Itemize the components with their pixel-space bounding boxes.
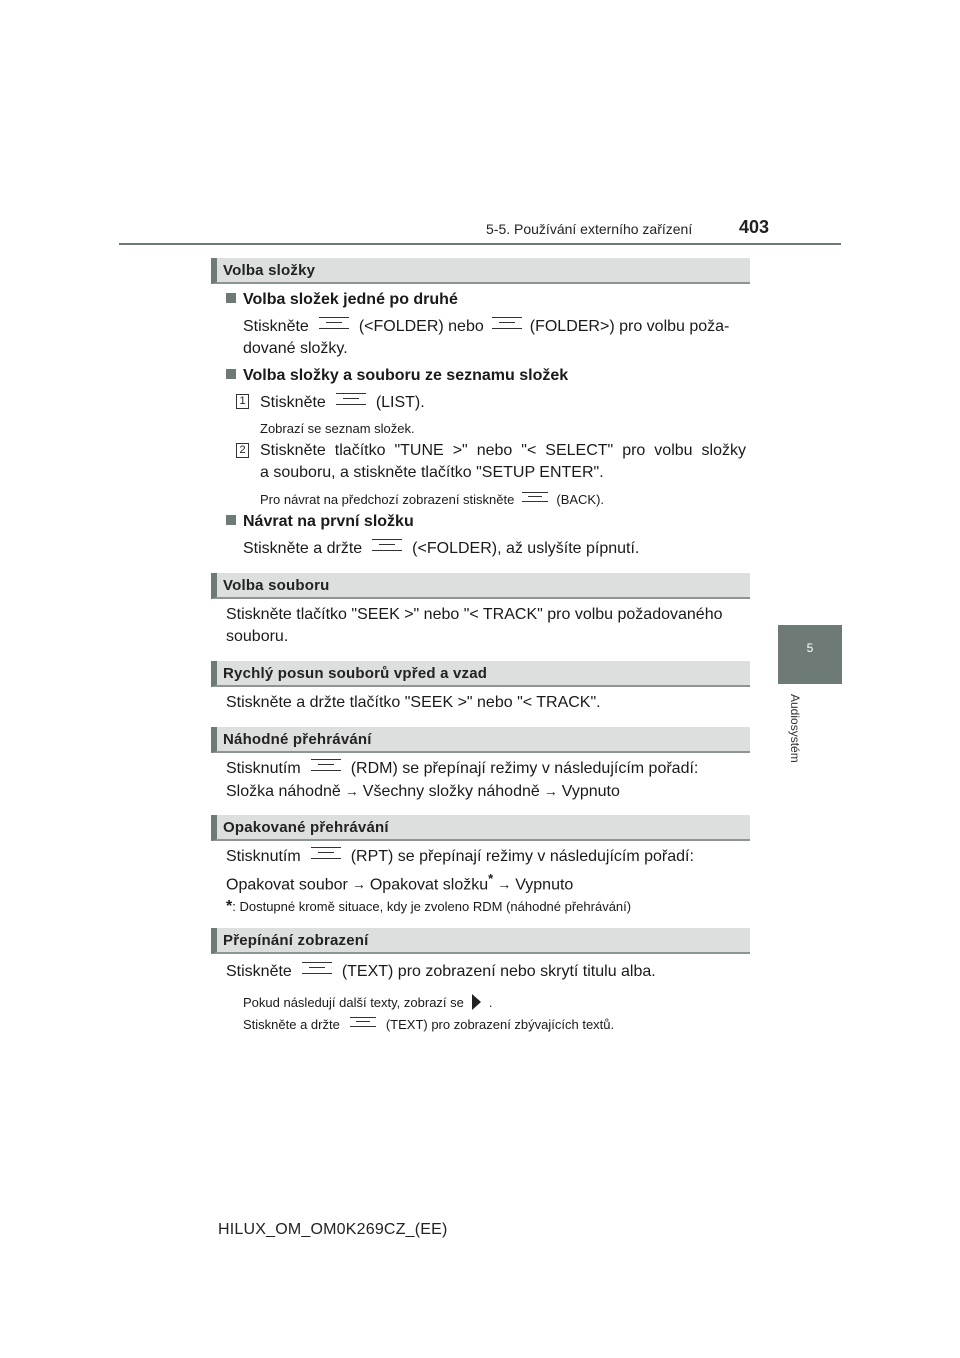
section-heading-folder-select xyxy=(211,258,750,284)
text-span: Pro návrat na předchozí zobrazení stiskněte xyxy=(260,492,515,507)
text-span: Opakovat soubor xyxy=(226,876,348,894)
square-bullet-icon xyxy=(226,369,236,379)
page-number: 403 xyxy=(739,217,770,237)
text-span: (LIST). xyxy=(375,394,425,411)
section-heading-text: Přepínání zobrazení xyxy=(223,932,369,949)
arrow-right-icon: → xyxy=(543,783,558,799)
step-2-line-1: Stiskněte tlačítko "TUNE >" nebo "< SELECT" pro volbu složky xyxy=(260,442,746,459)
section-heading-file-select xyxy=(211,573,750,599)
step-2-note xyxy=(260,489,604,511)
button-icon xyxy=(492,317,522,329)
step-number-1: 1 xyxy=(236,394,249,409)
text-span: Stisknutím xyxy=(226,760,301,777)
text-span: (FOLDER>) pro volbu poža- xyxy=(529,318,730,335)
text-span: Stiskněte a držte xyxy=(243,1017,340,1032)
text-span: (RPT) se přepínají režimy v následujícím pořadí: xyxy=(350,848,694,865)
square-bullet-icon xyxy=(226,515,236,525)
paragraph-line xyxy=(243,316,729,338)
paragraph-line xyxy=(243,538,639,560)
footnote-marker: * xyxy=(488,871,494,886)
square-bullet-icon xyxy=(226,293,236,303)
text-span: Stiskněte xyxy=(243,318,309,335)
text-span: Opakovat složku xyxy=(369,876,489,894)
mode-sequence xyxy=(226,780,620,803)
header-divider xyxy=(119,243,841,245)
chapter-tab-label xyxy=(786,694,804,784)
text-span: . xyxy=(488,995,493,1010)
text-span: Stiskněte a držte xyxy=(243,540,363,557)
button-icon xyxy=(336,393,366,405)
section-heading-display xyxy=(211,928,750,954)
button-icon xyxy=(311,847,341,859)
paragraph-line: souboru. xyxy=(226,628,289,645)
text-span: Pokud následují další texty, zobrazí se xyxy=(243,995,464,1010)
paragraph-line: dované složky. xyxy=(243,340,348,357)
paragraph-line xyxy=(226,758,698,780)
subheading-return-first xyxy=(226,511,414,533)
paragraph-line: Stiskněte a držte tlačítko "SEEK >" nebo "< TRACK". xyxy=(226,694,601,711)
document-code: HILUX_OM_OM0K269CZ_(EE) xyxy=(218,1221,448,1238)
arrow-right-icon: → xyxy=(344,783,359,799)
text-span: Stiskněte xyxy=(260,394,326,411)
note-line xyxy=(243,992,493,1014)
text-span: (RDM) se přepínají režimy v následujícím pořadí: xyxy=(350,760,699,777)
text-span: Stisknutím xyxy=(226,848,301,865)
chapter-title: 5-5. Používání externího zařízení xyxy=(486,221,693,237)
step-number-2: 2 xyxy=(236,443,249,458)
section-heading-text: Opakované přehrávání xyxy=(223,819,389,836)
paragraph-line: Stiskněte tlačítko "SEEK >" nebo "< TRACK" pro volbu požadovaného xyxy=(226,606,723,623)
chapter-tab xyxy=(778,625,842,684)
text-span: Vypnuto xyxy=(561,783,620,800)
text-span: (BACK). xyxy=(556,492,605,507)
section-heading-text: Volba souboru xyxy=(223,577,330,594)
footnote xyxy=(226,896,631,918)
chapter-tab-label-text: Audiosystém xyxy=(788,694,802,763)
section-heading-fast-seek xyxy=(211,661,750,687)
button-icon xyxy=(522,492,548,502)
subheading-text: Návrat na první složku xyxy=(243,513,414,530)
text-span: Všechny složky náhodně xyxy=(362,783,540,800)
arrow-right-icon: → xyxy=(497,876,512,893)
text-span: (TEXT) pro zobrazení zbývajících textů. xyxy=(385,1017,615,1032)
text-span: (TEXT) pro zobrazení nebo skrytí titulu alba. xyxy=(341,963,656,980)
arrow-right-icon: → xyxy=(351,876,366,893)
step-2-line-2: a souboru, a stiskněte tlačítko "SETUP ENTER". xyxy=(260,464,604,481)
section-heading-random xyxy=(211,727,750,753)
note-line xyxy=(243,1014,614,1036)
step-1-note: Zobrazí se seznam složek. xyxy=(260,421,415,436)
text-span: : Dostupné kromě situace, kdy je zvoleno RDM (náhodné přehrávání) xyxy=(232,899,632,914)
button-icon xyxy=(372,539,402,551)
button-icon xyxy=(319,317,349,329)
text-span: Stiskněte xyxy=(226,963,292,980)
play-arrow-icon xyxy=(472,994,481,1010)
section-heading-repeat xyxy=(211,815,750,841)
paragraph-line xyxy=(226,961,656,983)
text-span: (<FOLDER) nebo xyxy=(358,318,484,335)
button-icon xyxy=(302,962,332,974)
step-1-text xyxy=(260,392,425,414)
text-span: Složka náhodně xyxy=(226,783,341,800)
chapter-tab-number: 5 xyxy=(806,641,814,655)
section-heading-text: Rychlý posun souborů vpřed a vzad xyxy=(223,665,488,682)
footnote-marker: * xyxy=(226,898,233,915)
button-icon xyxy=(311,759,341,771)
text-span: Vypnuto xyxy=(515,876,574,894)
section-heading-text: Volba složky xyxy=(223,262,316,279)
subheading-text: Volba složek jedné po druhé xyxy=(243,291,458,308)
text-span: (<FOLDER), až uslyšíte pípnutí. xyxy=(412,540,640,557)
mode-sequence xyxy=(226,868,573,896)
button-icon xyxy=(350,1017,376,1027)
subheading-folder-one-by-one xyxy=(226,289,458,311)
paragraph-line xyxy=(226,846,694,868)
subheading-text: Volba složky a souboru ze seznamu složek xyxy=(243,367,569,384)
subheading-folder-from-list xyxy=(226,365,568,387)
section-heading-text: Náhodné přehrávání xyxy=(223,731,372,748)
